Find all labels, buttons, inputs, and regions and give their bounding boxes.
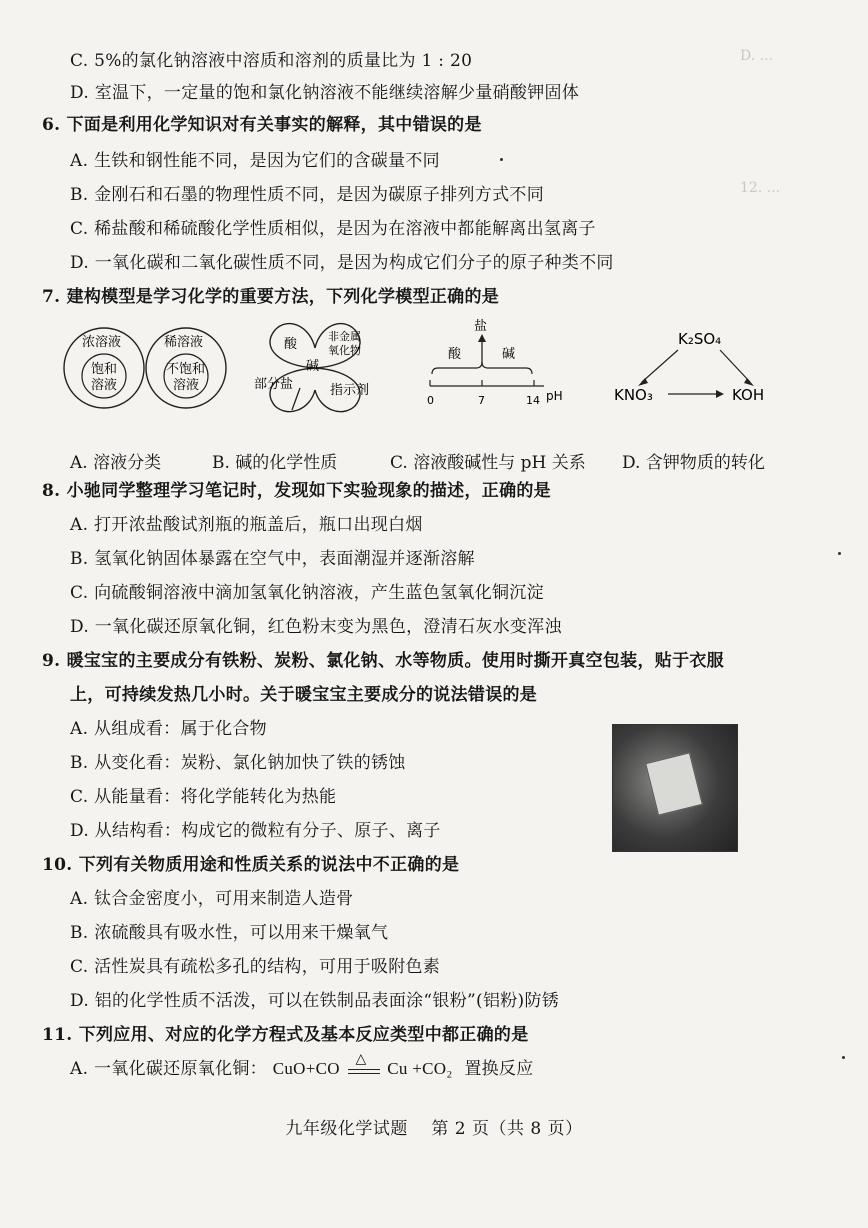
q10-option-a: A. 钛合金密度小，可用来制造人造骨 bbox=[70, 889, 354, 909]
equation-rhs: Cu +CO₂ bbox=[387, 1059, 453, 1078]
fig-b-label: 非金属 bbox=[328, 330, 361, 343]
fig-a-label: 浓溶液 bbox=[82, 335, 122, 350]
q8-option-c: C. 向硫酸铜溶液中滴加氢氧化钠溶液，产生蓝色氢氧化铜沉淀 bbox=[70, 583, 544, 603]
q8-option-a: A. 打开浓盐酸试剂瓶的瓶盖后，瓶口出现白烟 bbox=[70, 515, 423, 535]
fig-c-tick: 7 bbox=[478, 394, 485, 407]
bleed-through-text: D. ... bbox=[740, 48, 773, 64]
q8-option-b: B. 氢氧化钠固体暴露在空气中，表面潮湿并逐渐溶解 bbox=[70, 549, 475, 569]
bleed-through-text: 12. ... bbox=[740, 180, 781, 196]
heat-symbol: △ bbox=[355, 1051, 367, 1067]
q7-caption-a: A. 溶液分类 bbox=[70, 453, 162, 473]
q5-option-d: D. 室温下，一定量的饱和氯化钠溶液不能继续溶解少量硝酸钾固体 bbox=[70, 83, 580, 103]
fig-c-label: 酸 bbox=[448, 347, 462, 362]
q9-stem: 9. 暖宝宝的主要成分有铁粉、炭粉、氯化钠、水等物质。使用时撕开真空包装，贴于衣服 bbox=[42, 651, 724, 671]
q9-option-c: C. 从能量看：将化学能转化为热能 bbox=[70, 787, 337, 807]
fig-a-label: 饱和 bbox=[91, 362, 118, 377]
q10-option-d: D. 铝的化学性质不活泼，可以在铁制品表面涂“银粉”(铝粉)防锈 bbox=[70, 991, 560, 1011]
q9-stem-cont: 上，可持续发热几小时。关于暖宝宝主要成分的说法错误的是 bbox=[70, 685, 538, 705]
fig-c-label: 盐 bbox=[474, 319, 488, 334]
q7-figure-d-potassium-conversion bbox=[610, 326, 790, 414]
q6-option-b: B. 金刚石和石墨的物理性质不同，是因为碳原子排列方式不同 bbox=[70, 185, 544, 205]
fig-a-label: 稀溶液 bbox=[164, 335, 204, 350]
equals-bar bbox=[348, 1073, 380, 1074]
reaction-type: 置换反应 bbox=[464, 1059, 534, 1079]
q8-stem: 8. 小驰同学整理学习笔记时，发现如下实验现象的描述，正确的是 bbox=[42, 481, 551, 501]
q10-option-c: C. 活性炭具有疏松多孔的结构，可用于吸附色素 bbox=[70, 957, 441, 977]
q7-caption-b: B. 碱的化学性质 bbox=[212, 453, 338, 473]
scan-speck bbox=[500, 158, 503, 161]
q8-option-d: D. 一氧化碳还原氧化铜，红色粉末变为黑色，澄清石灰水变浑浊 bbox=[70, 617, 562, 637]
fig-c-label: 碱 bbox=[502, 347, 516, 362]
q6-option-a: A. 生铁和钢性能不同，是因为它们的含碳量不同 bbox=[70, 151, 440, 171]
hand-warmer-package bbox=[645, 752, 703, 816]
q9-option-b: B. 从变化看：炭粉、氯化钠加快了铁的锈蚀 bbox=[70, 753, 406, 773]
hand-warmer-photo bbox=[612, 724, 738, 852]
q7-figure-c-ph-scale bbox=[420, 316, 580, 412]
q7-stem: 7. 建构模型是学习化学的重要方法，下列化学模型正确的是 bbox=[42, 287, 500, 307]
q10-stem: 10. 下列有关物质用途和性质关系的说法中不正确的是 bbox=[42, 855, 460, 875]
fig-a-label: 溶液 bbox=[91, 378, 118, 393]
equals-bar bbox=[348, 1069, 380, 1070]
fig-b-label: 指示剂 bbox=[330, 383, 370, 398]
q7-figure-b-base-properties bbox=[240, 318, 390, 418]
fig-a-label: 溶液 bbox=[173, 378, 200, 393]
page-footer: 九年级化学试题 第 2 页（共 8 页） bbox=[285, 1119, 583, 1139]
fig-c-tick: 14 bbox=[526, 394, 540, 407]
q7-caption-c: C. 溶液酸碱性与 pH 关系 bbox=[390, 453, 586, 473]
fig-b-label: 碱 bbox=[306, 359, 320, 374]
fig-b-label: 部分盐 bbox=[254, 377, 294, 392]
q6-option-d: D. 一氧化碳和二氧化碳性质不同，是因为构成它们分子的原子种类不同 bbox=[70, 253, 614, 273]
fig-c-axis-label: pH bbox=[546, 389, 563, 403]
fig-a-label: 不饱和 bbox=[166, 362, 206, 377]
fig-b-label: 氧化物 bbox=[328, 344, 361, 357]
fig-d-label: KNO₃ bbox=[614, 386, 653, 404]
q11-option-a-label: A. 一氧化碳还原氧化铜： bbox=[70, 1059, 267, 1079]
fig-d-label: KOH bbox=[732, 386, 765, 404]
q9-option-d: D. 从结构看：构成它的微粒有分子、原子、离子 bbox=[70, 821, 441, 841]
q9-option-a: A. 从组成看：属于化合物 bbox=[70, 719, 267, 739]
fig-d-label: K₂SO₄ bbox=[678, 330, 722, 348]
reaction-condition bbox=[346, 1051, 382, 1080]
q7-caption-d: D. 含钾物质的转化 bbox=[622, 453, 765, 473]
scan-speck bbox=[842, 1056, 845, 1059]
q5-option-c: C. 5%的氯化钠溶液中溶质和溶剂的质量比为 1 : 20 bbox=[70, 51, 473, 71]
q10-option-b: B. 浓硫酸具有吸水性，可以用来干燥氧气 bbox=[70, 923, 389, 943]
q11-option-a bbox=[70, 1051, 534, 1080]
equation-lhs: CuO+CO bbox=[272, 1059, 340, 1078]
fig-c-tick: 0 bbox=[427, 394, 434, 407]
fig-b-label: 酸 bbox=[284, 337, 298, 352]
q11-stem: 11. 下列应用、对应的化学方程式及基本反应类型中都正确的是 bbox=[42, 1025, 529, 1045]
q6-option-c: C. 稀盐酸和稀硫酸化学性质相似，是因为在溶液中都能解离出氢离子 bbox=[70, 219, 596, 239]
scan-speck bbox=[838, 552, 841, 555]
q6-stem: 6. 下面是利用化学知识对有关事实的解释，其中错误的是 bbox=[42, 115, 482, 135]
q7-figure-a-solution-classification bbox=[62, 318, 230, 418]
